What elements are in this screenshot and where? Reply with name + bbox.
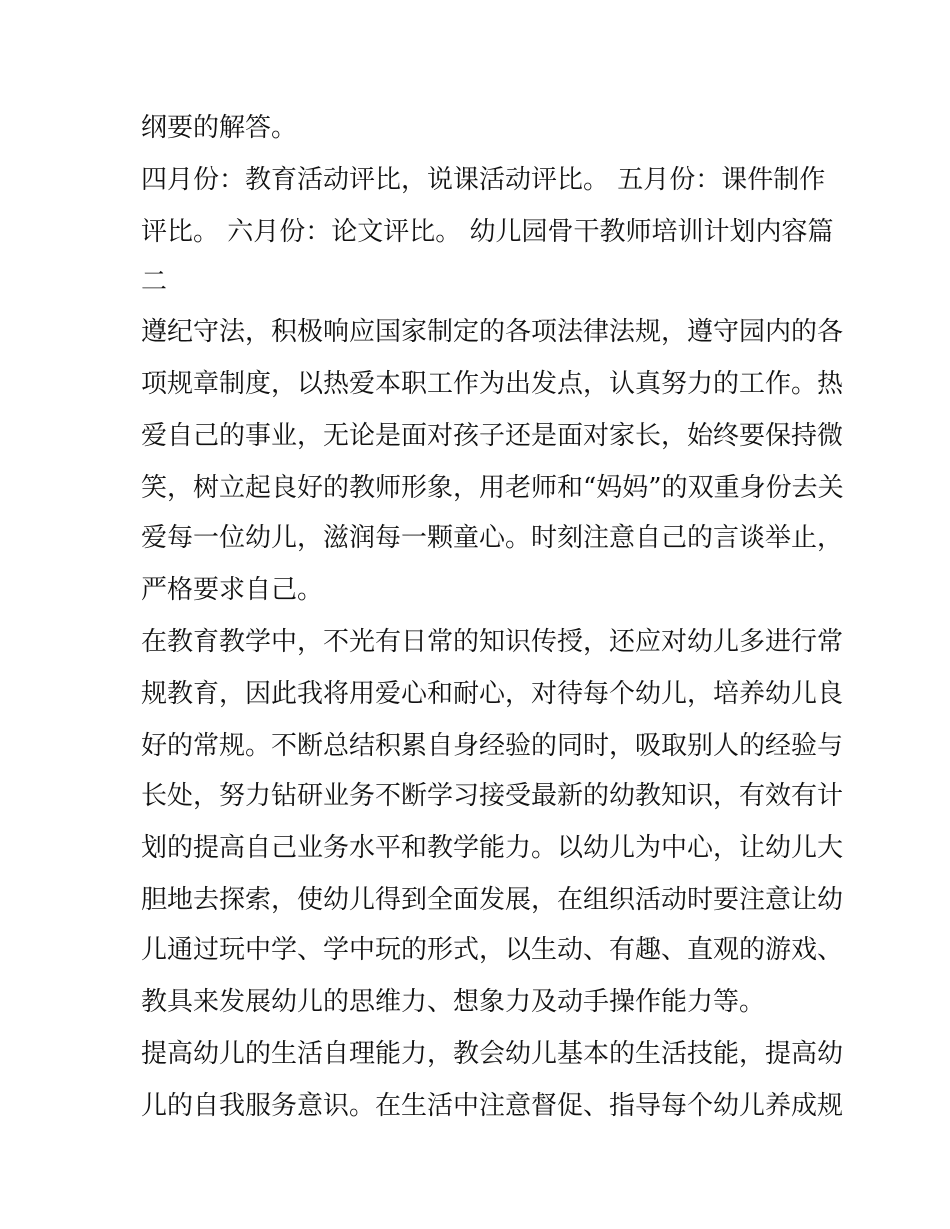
text-line-16: 胆地去探索，使幼儿得到全面发展，在组织活动时要注意让幼 [141,885,844,915]
text-line-19: 提高幼儿的生活自理能力，教会幼儿基本的生活技能，提高幼 [141,1039,844,1069]
text-line-9: 爱每一位幼儿，滋润每一颗童心。时刻注意自己的言谈举止， [141,523,844,553]
text-line-5: 遵纪守法，积极响应国家制定的各项法律法规，遵守园内的各 [141,317,844,347]
text-line-18: 教具来发展幼儿的思维力、想象力及动手操作能力等。 [141,987,766,1017]
text-line-6: 项规章制度，以热爱本职工作为出发点，认真努力的工作。热 [141,369,844,399]
text-line-13: 好的常规。不断总结积累自身经验的同时，吸取别人的经验与 [141,731,844,761]
text-line-12: 规教育，因此我将用爱心和耐心，对待每个幼儿，培养幼儿良 [141,679,844,709]
text-line-3: 评比。 六月份：论文评比。 幼儿园骨干教师培训计划内容篇 [141,217,834,247]
text-line-10: 严格要求自己。 [141,575,324,605]
text-line-8: 笑，树立起良好的教师形象，用老师和“妈妈”的双重身份去关 [141,473,844,503]
text-line-7: 爱自己的事业，无论是面对孩子还是面对家长，始终要保持微 [141,421,844,451]
text-line-20: 儿的自我服务意识。在生活中注意督促、指导每个幼儿养成规 [141,1091,844,1121]
text-line-4: 二 [141,267,168,297]
text-line-15: 划的提高自己业务水平和教学能力。以幼儿为中心，让幼儿大 [141,833,844,863]
text-line-17: 儿通过玩中学、学中玩的形式，以生动、有趣、直观的游戏、 [141,935,844,965]
text-line-2: 四月份：教育活动评比，说课活动评比。 五月份：课件制作 [141,165,826,195]
text-line-14: 长处，努力钻研业务不断学习接受最新的幼教知识，有效有计 [141,781,844,811]
text-line-1: 纲要的解答。 [141,113,298,143]
text-line-11: 在教育教学中，不光有日常的知识传授，还应对幼儿多进行常 [141,627,844,657]
